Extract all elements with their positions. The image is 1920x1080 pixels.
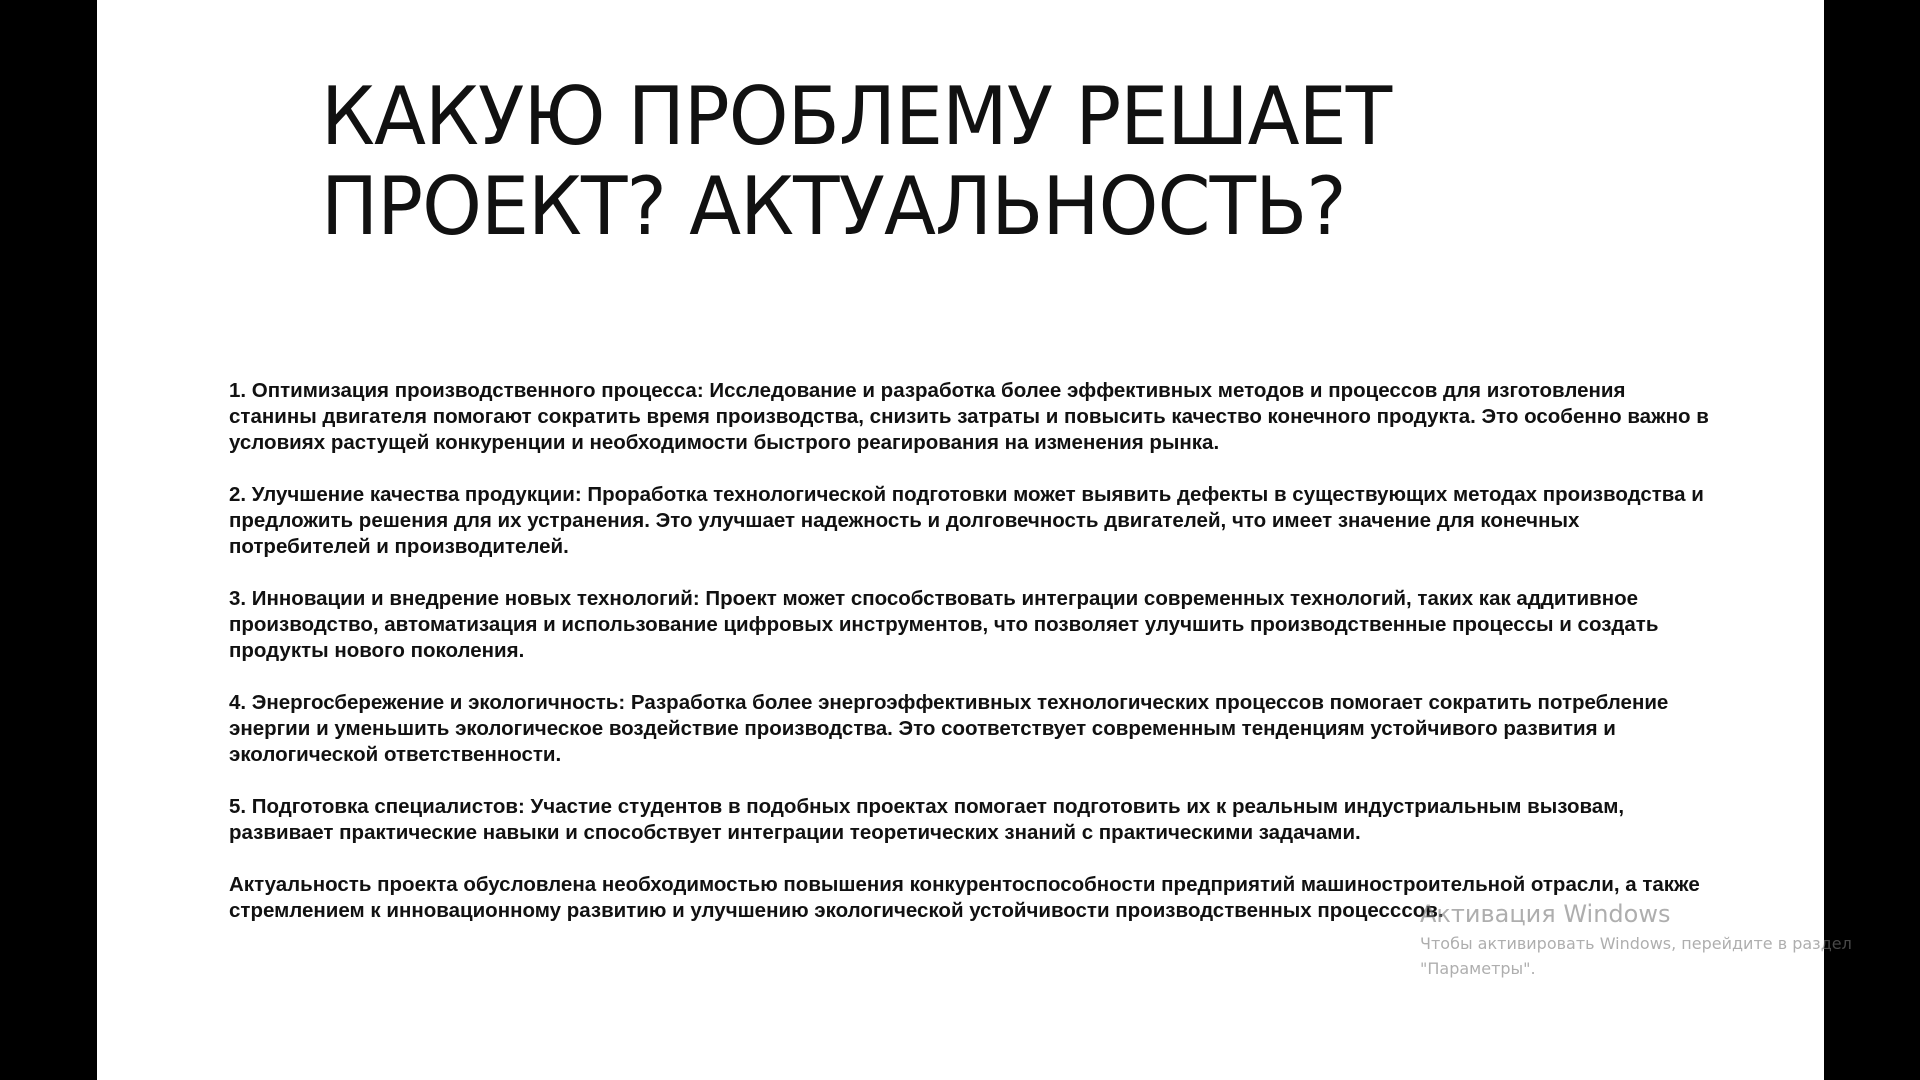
watermark-subtitle: Чтобы активировать Windows, перейдите в раздел "Параметры". [1420, 934, 1852, 978]
slide-title [321, 72, 1556, 252]
slide-title-line-1: КАКУЮ ПРОБЛЕМУ РЕШАЕТ [321, 70, 1392, 163]
paragraph-optimization: 1. Оптимизация производственного процесса: Исследование и разработка более эффективных методов и процессов для изготовления станины двигателя помогают сократить время производства, снизить затраты и повысить качество конечного продукта. Это особенно важно в условиях растущей конкуренции и необходимости быстрого реагирования на изменения рынка. [229, 379, 1709, 454]
paragraph-innovation: 3. Инновации и внедрение новых технологий: Проект может способствовать интеграции современных технологий, таких как аддитивное производство, автоматизация и использование цифровых инструментов, что позволяет улучшить производственные процессы и создать продукты нового поколения. [229, 587, 1659, 662]
paragraph-quality: 2. Улучшение качества продукции: Проработка технологической подготовки может выявить дефекты в существующих методах производства и предложить решения для их устранения. Это улучшает надежность и долговечность двигателей, что имеет значение для конечных потребителей и производителей. [229, 483, 1704, 558]
slide-body [229, 378, 1709, 950]
slide-title-line-2: ПРОЕКТ? АКТУАЛЬНОСТЬ? [321, 160, 1346, 253]
watermark-title: Активация Windows [1420, 900, 1671, 928]
paragraph-energy: 4. Энергосбережение и экологичность: Разработка более энергоэффективных технологических процессов помогает сократить потребление энергии и уменьшить экологическое воздействие производства. Это соответствует современным тенденциям устойчивого развития и экологической ответственности. [229, 691, 1669, 766]
slide[interactable] [97, 0, 1824, 1080]
paragraph-relevance: Актуальность проекта обусловлена необходимостью повышения конкурентоспособности предприятий машиностроительной отрасли, а также стремлением к инновационному развитию и улучшению экологической устойчивости производственных процесссов. [229, 873, 1700, 922]
paragraph-specialists: 5. Подготовка специалистов: Участие студентов в подобных проектах помогает подготовить их к реальным индустриальным вызовам, развивает практические навыки и способствует интеграции теоретических знаний с практическими задачами. [229, 795, 1625, 844]
